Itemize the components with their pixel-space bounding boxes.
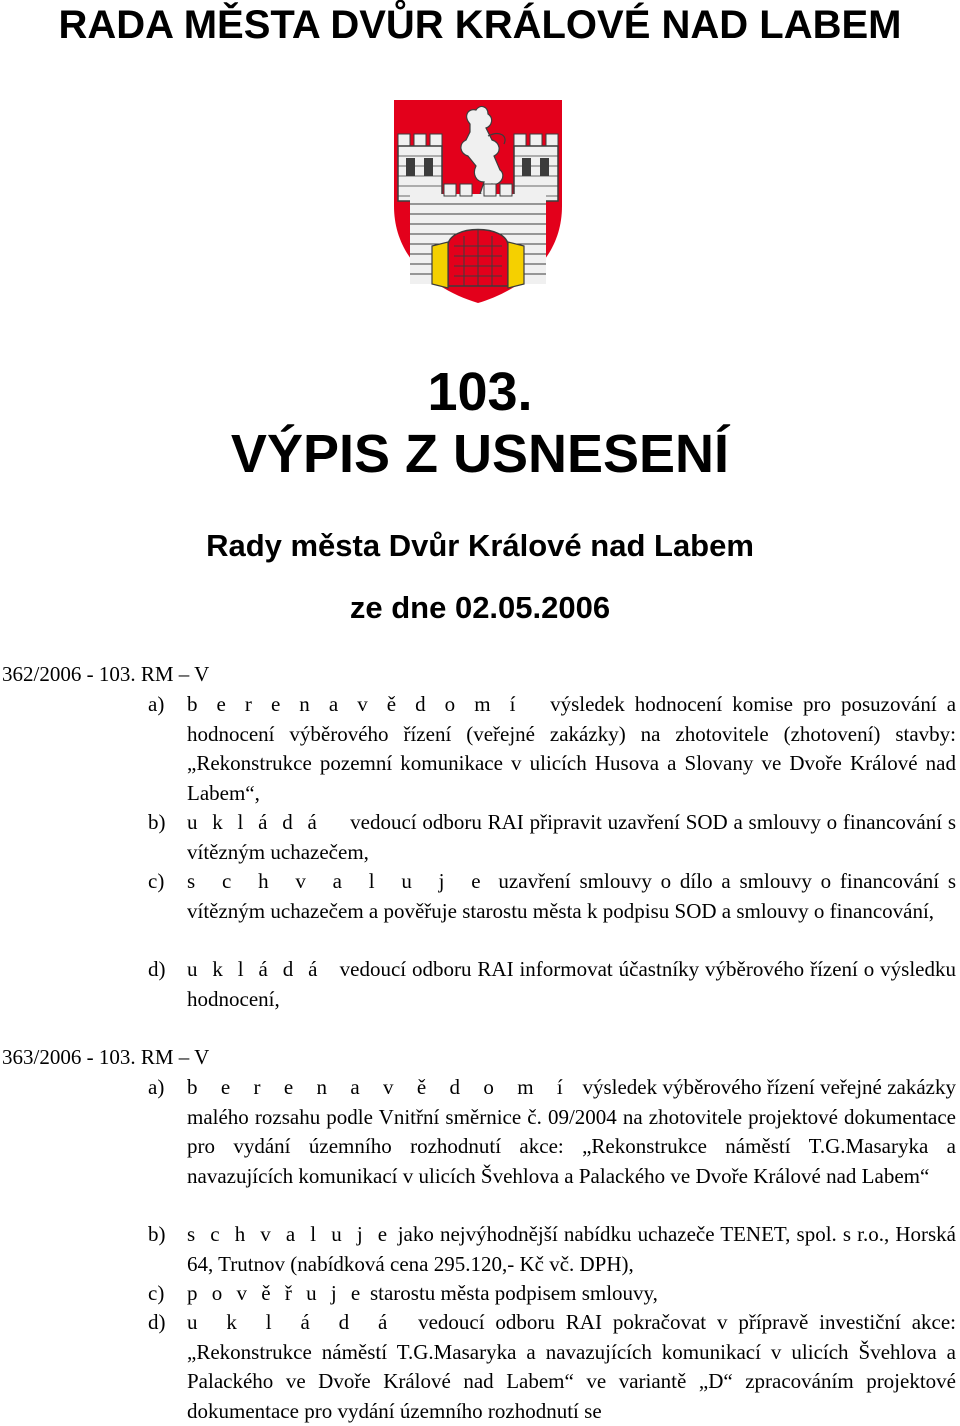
item-keyword: u k l á d á <box>187 1310 397 1334</box>
item-label: c) <box>148 1281 165 1305</box>
item-keyword: s c h v a l u j e <box>187 869 490 893</box>
item-keyword: u k l á d á <box>187 810 322 834</box>
resolution-item <box>148 1308 956 1426</box>
item-label: c) <box>148 869 165 893</box>
meeting-date: ze dne 02.05.2006 <box>349 590 611 625</box>
item-label: b) <box>148 810 166 834</box>
resolution-item <box>148 1073 956 1191</box>
item-text: vedoucí odboru RAI informovat účastníky výběrového řízení o výsledku hodnocení, <box>187 957 956 1011</box>
item-text: jako nejvýhodnější nabídku uchazeče TENET, spol. s r.o., Horská 64, Trutnov (nabídková cena 295.120,- Kč vč. DPH), <box>187 1222 956 1276</box>
item-label: d) <box>148 957 166 981</box>
resolution-id: 362/2006 - 103. RM – V <box>2 662 210 686</box>
extract-heading: VÝPIS Z USNESENÍ <box>230 424 730 484</box>
item-text: výsledek výběrového řízení veřejné zakázky malého rozsahu podle Vnitřní směrnice č. 09/2004 na zhotovitele projektové dokumentace pro vydání územního rozhodnutí akce: „Rekonstrukce náměstí T.G.Masaryka a navazujících komunikací v ulicích Švehlova a Palackého ve Dvoře Králové nad Labem“ <box>187 1075 956 1188</box>
item-label: a) <box>148 1075 165 1099</box>
item-label: d) <box>148 1310 166 1334</box>
resolution-item <box>148 955 956 1014</box>
resolution-item <box>148 808 956 867</box>
document-title: RADA MĚSTA DVŮR KRÁLOVÉ NAD LABEM <box>58 3 902 47</box>
item-text: starostu města podpisem smlouvy, <box>369 1281 658 1305</box>
extract-number: 103. <box>427 362 533 422</box>
resolution-item <box>148 867 956 926</box>
item-keyword: p o v ě ř u j e <box>187 1281 365 1305</box>
council-subtitle: Rady města Dvůr Králové nad Labem <box>206 528 754 563</box>
item-text: výsledek hodnocení komise pro posuzování a hodnocení výběrového řízení (veřejné zakázky) na zhotovitele (zhotovení) stavby: „Rekonstrukce pozemní komunikace v ulicích Husova a Slovany ve Dvoře Králové nad Labem“, <box>187 692 957 805</box>
resolution-item <box>148 1279 956 1309</box>
resolution-id: 363/2006 - 103. RM – V <box>2 1045 210 1069</box>
item-keyword: b e r e n a v ě d o m í <box>187 1075 572 1099</box>
item-keyword: s c h v a l u j e <box>187 1222 392 1246</box>
resolution-item <box>148 690 956 808</box>
item-label: b) <box>148 1222 166 1246</box>
item-text: vedoucí odboru RAI pokračovat v přípravě investiční akce: „Rekonstrukce náměstí T.G.Masaryka a navazujících komunikací v ulicích Švehlova a Palackého ve Dvoře Králové nad Labem“ ve variantě „D“ zpracováním projektové dokumentace pro vydání územního rozhodnutí se <box>187 1310 956 1423</box>
town-crest-icon <box>388 96 568 306</box>
item-text: vedoucí odboru RAI připravit uzavření SOD a smlouvy o financování s vítězným uchazečem, <box>187 810 956 864</box>
item-label: a) <box>148 692 165 716</box>
item-keyword: b e r e n a v ě d o m í <box>187 692 520 716</box>
resolution-item <box>148 1220 956 1279</box>
item-text: uzavření smlouvy o dílo a smlouvy o financování s vítězným uchazečem a pověřuje starostu města k podpisu SOD a smlouvy o financování, <box>187 869 956 923</box>
item-keyword: u k l á d á <box>187 957 322 981</box>
